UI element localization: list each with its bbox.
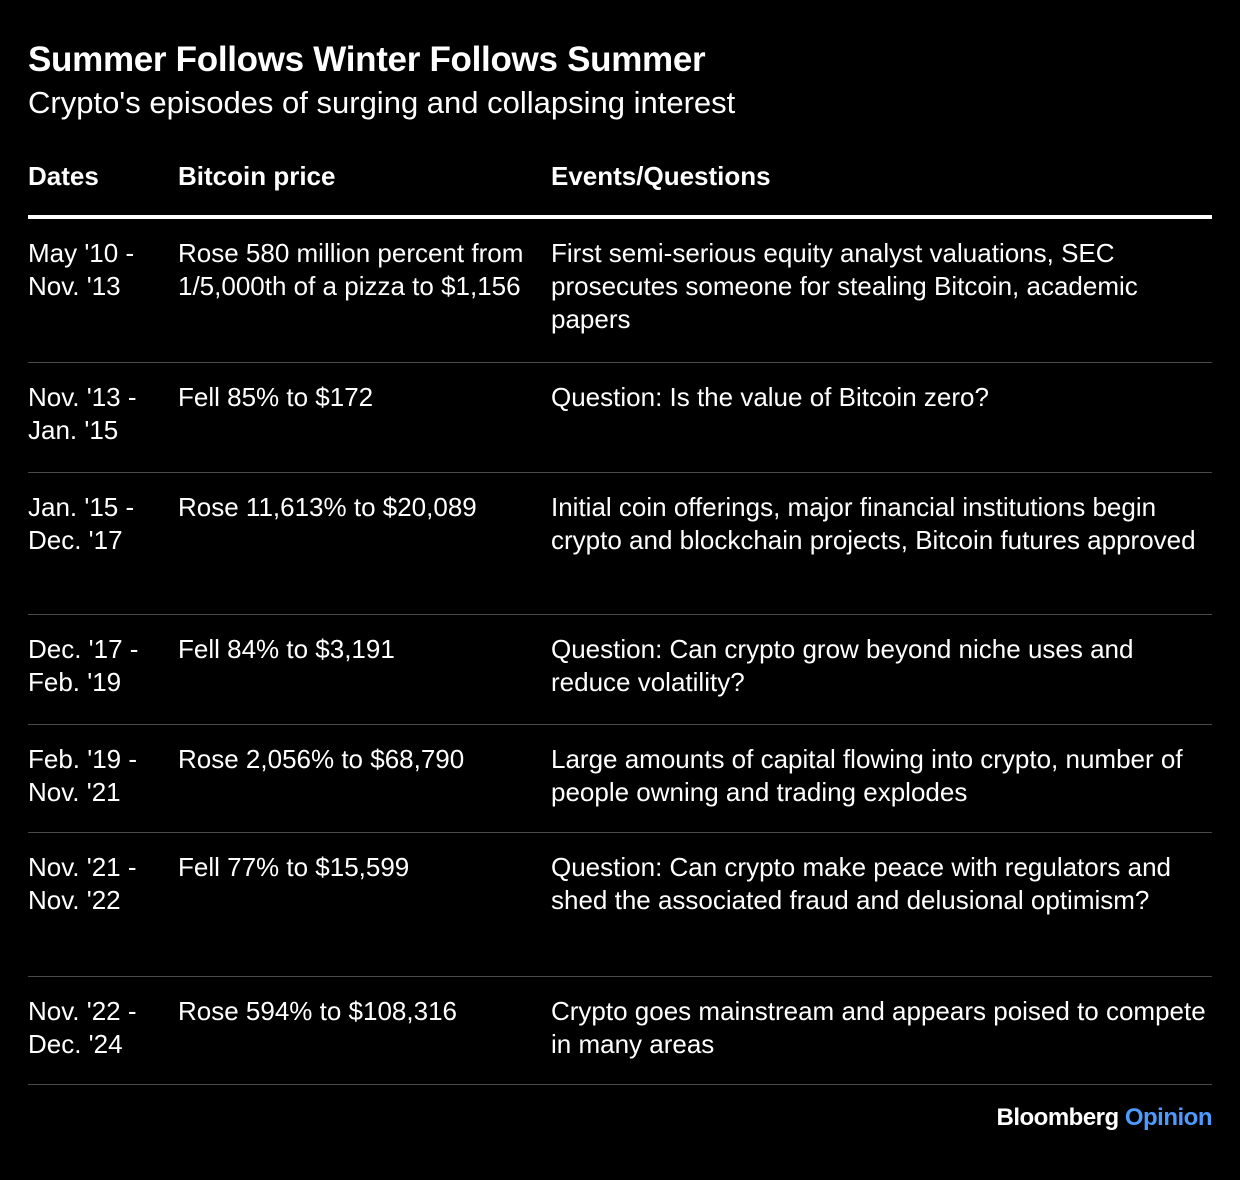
cell-dates: Feb. '19 - Nov. '21 — [28, 744, 138, 807]
opinion-wordmark: Opinion — [1124, 1104, 1212, 1131]
column-header-bitcoin-price: Bitcoin price — [178, 161, 336, 191]
cell-events: Question: Can crypto make peace with regulators and shed the associated fraud and delusional optimism? — [551, 852, 1172, 915]
cell-bitcoin-price: Fell 85% to $172 — [178, 382, 374, 412]
cell-bitcoin-price: Fell 84% to $3,191 — [178, 634, 395, 664]
cell-events: First semi-serious equity analyst valuations, SEC prosecutes someone for stealing Bitcoin, academic papers — [551, 238, 1138, 334]
table-row — [28, 977, 1212, 1085]
cell-events: Crypto goes mainstream and appears poised to compete in many areas — [551, 996, 1206, 1059]
cell-bitcoin-price: Rose 580 million percent from 1/5,000th of a pizza to $1,156 — [178, 238, 524, 301]
cell-dates: Nov. '22 - Dec. '24 — [28, 996, 137, 1059]
cell-bitcoin-price: Fell 77% to $15,599 — [178, 852, 410, 882]
source-logo — [997, 1104, 1213, 1132]
data-table — [28, 155, 1212, 1085]
cell-bitcoin-price: Rose 594% to $108,316 — [178, 996, 457, 1026]
table-row — [28, 725, 1212, 833]
bloomberg-wordmark: Bloomberg — [996, 1104, 1119, 1131]
table-row — [28, 473, 1212, 615]
column-header-events: Events/Questions — [551, 161, 771, 191]
cell-dates: Dec. '17 - Feb. '19 — [28, 634, 139, 697]
chart-title: Summer Follows Winter Follows Summer — [28, 40, 706, 79]
cell-events: Initial coin offerings, major financial institutions begin crypto and blockchain projects, Bitcoin futures approved — [551, 492, 1196, 555]
table-row — [28, 219, 1212, 363]
table-row — [28, 615, 1212, 725]
cell-dates: Nov. '13 - Jan. '15 — [28, 382, 137, 445]
cell-bitcoin-price: Rose 2,056% to $68,790 — [178, 744, 465, 774]
cell-dates: Jan. '15 - Dec. '17 — [28, 492, 135, 555]
chart-subtitle: Crypto's episodes of surging and collapsing interest — [28, 85, 736, 120]
cell-dates: Nov. '21 - Nov. '22 — [28, 852, 137, 915]
table-row — [28, 363, 1212, 473]
table-row — [28, 833, 1212, 977]
cell-bitcoin-price: Rose 11,613% to $20,089 — [178, 492, 477, 522]
cell-events: Question: Can crypto grow beyond niche uses and reduce volatility? — [551, 634, 1134, 697]
table-header — [28, 155, 1212, 219]
cell-dates: May '10 - Nov. '13 — [28, 238, 135, 301]
column-header-dates: Dates — [28, 161, 99, 191]
cell-events: Large amounts of capital flowing into crypto, number of people owning and trading explodes — [551, 744, 1183, 807]
cell-events: Question: Is the value of Bitcoin zero? — [551, 382, 989, 412]
